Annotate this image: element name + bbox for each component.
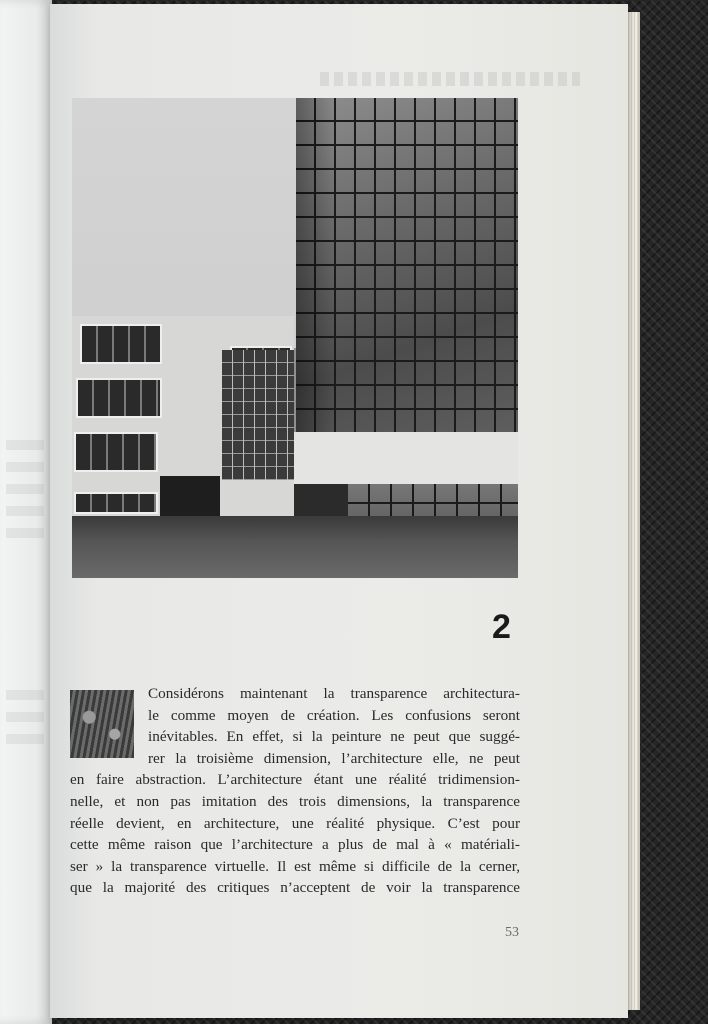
body-paragraph — [70, 683, 520, 899]
photo-entrance — [160, 476, 220, 516]
ghost-text-line — [6, 528, 44, 538]
paragraph-line: le comme moyen de création. Les confusions seront — [148, 706, 520, 724]
ghost-text-line — [6, 734, 44, 744]
ghost-text-line — [6, 690, 44, 700]
photo-window-row — [74, 432, 158, 472]
photo-window-row — [74, 492, 158, 514]
paragraph-line: inévitables. En effet, si la peinture ne peut que suggé- — [148, 728, 520, 746]
ghost-text-line — [6, 462, 44, 472]
paragraph-line: cette même raison que l’architecture a plus de mal à « matériali- — [70, 836, 520, 854]
ghost-text-line — [6, 506, 44, 516]
photo-window-row — [80, 324, 162, 364]
ghost-text-line — [6, 440, 44, 450]
page-number: 53 — [505, 925, 519, 940]
paragraph-line: ser » la transparence virtuelle. Il est même si difficile de la cerner, — [70, 857, 520, 875]
paragraph-line: en faire abstraction. L’architecture étant une réalité tridimension- — [70, 771, 520, 789]
photo-window-row — [76, 378, 162, 418]
paragraph-line: réelle devient, en architecture, une réalité physique. C’est pour — [70, 814, 520, 832]
paragraph-line: nelle, et non pas imitation des trois dimensions, la transparence — [70, 792, 520, 810]
bleed-through-text — [320, 72, 580, 86]
section-number: 2 — [492, 608, 511, 646]
ghost-text-line — [6, 712, 44, 722]
photo-glass-shadow — [296, 98, 336, 432]
left-page-edge — [0, 0, 52, 1024]
photo-ground — [72, 516, 518, 578]
paragraph-line: que la majorité des critiques n’acceptent de voir la transparence — [70, 879, 520, 897]
photo-bridge-glazing — [222, 350, 294, 480]
paragraph-line: Considérons maintenant la transparence architectura- — [148, 685, 520, 702]
photo-floor-slab — [294, 432, 518, 484]
paragraph-line: rer la troisième dimension, l’architecture elle, ne peut — [148, 749, 520, 767]
ghost-text-line — [6, 484, 44, 494]
building-photograph — [72, 98, 518, 578]
